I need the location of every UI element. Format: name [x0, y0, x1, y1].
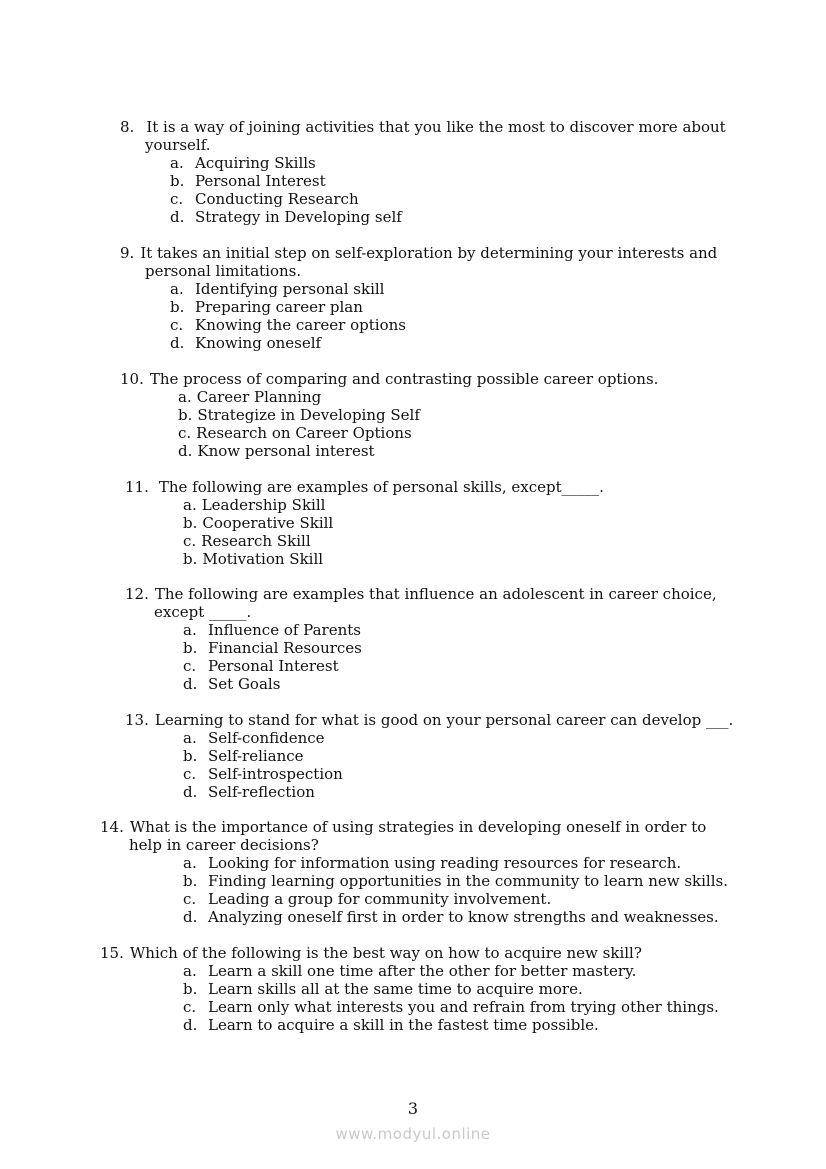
option-text: Preparing career plan [195, 298, 363, 316]
option-c [183, 657, 825, 675]
option-a [178, 388, 820, 406]
question-text: The following are examples of personal skills, except_____. [158, 478, 604, 496]
question-number: 11. [125, 478, 149, 496]
option-c [183, 890, 800, 908]
option-letter: d. [183, 783, 198, 801]
answer-options [183, 729, 825, 801]
option-letter: b. [183, 980, 198, 998]
option-b [170, 298, 820, 316]
option-letter: c. [183, 890, 197, 908]
answer-options [183, 854, 800, 926]
option-text: Influence of Parents [208, 621, 361, 639]
question-text: It is a way of joining activities that you like the most to discover more about [146, 118, 726, 136]
option-letter: d. [178, 442, 193, 460]
option-text: Learn only what interests you and refrain from trying other things. [208, 998, 719, 1016]
option-text: Financial Resources [208, 639, 362, 657]
option-letter: a. [183, 962, 197, 980]
question-number: 10. [120, 370, 144, 388]
option-letter: a. [183, 621, 197, 639]
option-letter: b. [183, 639, 198, 657]
option-d [183, 1016, 800, 1034]
option-letter: b. [170, 298, 185, 316]
option-text: Learn skills all at the same time to acquire more. [208, 980, 583, 998]
option-c [183, 998, 800, 1016]
question-stem [125, 478, 825, 496]
option-letter: c. [170, 190, 184, 208]
option-d [170, 208, 820, 226]
option-b [170, 172, 820, 190]
question-text-continued: yourself. [145, 136, 211, 154]
option-text: Personal Interest [208, 657, 339, 675]
option-text: Self-reflection [208, 783, 315, 801]
option-c [170, 190, 820, 208]
question-14 [100, 818, 800, 926]
option-a [183, 854, 800, 872]
question-text: What is the importance of using strategies in developing oneself in order to [129, 818, 707, 836]
option-d [183, 908, 800, 926]
option-text: Learn a skill one time after the other for better mastery. [208, 962, 637, 980]
question-stem [120, 244, 820, 262]
option-text: Self-reliance [208, 747, 304, 765]
option-letter: c. [170, 316, 184, 334]
page-number: 3 [407, 1099, 419, 1118]
question-number: 13. [125, 711, 149, 729]
option-d [178, 442, 820, 460]
option-text: Know personal interest [197, 442, 375, 460]
question-13 [125, 711, 825, 801]
option-letter: b. [183, 550, 198, 568]
option-a [183, 621, 825, 639]
option-text: Learn to acquire a skill in the fastest time possible. [208, 1016, 599, 1034]
question-15 [100, 944, 800, 1034]
option-a [183, 729, 825, 747]
option-letter: c. [183, 998, 197, 1016]
option-letter: d. [170, 208, 185, 226]
option-text: Analyzing oneself first in order to know strengths and weaknesses. [208, 908, 719, 926]
option-letter: c. [183, 765, 197, 783]
question-text: Which of the following is the best way on how to acquire new skill? [129, 944, 642, 962]
answer-options [183, 962, 800, 1034]
question-stem [125, 585, 825, 603]
question-text: It takes an initial step on self-exploration by determining your interests and [140, 244, 718, 262]
option-text: Strategize in Developing Self [197, 406, 420, 424]
option-c [183, 765, 825, 783]
option-letter: a. [183, 729, 197, 747]
option-letter: a. [183, 854, 197, 872]
question-stem [125, 711, 825, 729]
option-text: Personal Interest [195, 172, 326, 190]
option-d [183, 675, 825, 693]
option-b [183, 639, 825, 657]
option-text: Looking for information using reading resources for research. [208, 854, 682, 872]
option-letter: d. [170, 334, 185, 352]
option-letter: a. [178, 388, 192, 406]
question-number: 9. [120, 244, 135, 262]
question-number: 14. [100, 818, 124, 836]
option-text: Identifying personal skill [195, 280, 385, 298]
option-text: Research Skill [201, 532, 311, 550]
option-text: Acquiring Skills [195, 154, 316, 172]
question-8 [120, 118, 820, 226]
option-c [170, 316, 820, 334]
option-text: Strategy in Developing self [195, 208, 402, 226]
option-text: Leadership Skill [201, 496, 326, 514]
option-text: Motivation Skill [202, 550, 324, 568]
option-a [170, 154, 820, 172]
option-text: Conducting Research [195, 190, 359, 208]
option-text: Cooperative Skill [202, 514, 334, 532]
answer-options [170, 154, 820, 226]
option-c [183, 532, 825, 550]
option-c [178, 424, 820, 442]
option-a [170, 280, 820, 298]
question-text-continued: help in career decisions? [129, 836, 319, 854]
question-number: 8. [120, 118, 135, 136]
option-b [178, 406, 820, 424]
answer-options [178, 388, 820, 460]
option-text: Knowing oneself [195, 334, 322, 352]
question-text-continued: personal limitations. [145, 262, 302, 280]
answer-options [183, 621, 825, 693]
option-d [170, 334, 820, 352]
option-text: Self-confidence [208, 729, 325, 747]
option-letter: a. [170, 154, 184, 172]
question-stem [120, 370, 820, 388]
option-letter: d. [183, 675, 198, 693]
option-d [183, 550, 825, 568]
question-number: 12. [125, 585, 149, 603]
question-text-continued: except _____. [154, 603, 252, 621]
option-text: Self-introspection [208, 765, 343, 783]
option-text: Leading a group for community involvement. [208, 890, 552, 908]
option-b [183, 514, 825, 532]
option-letter: c. [183, 532, 197, 550]
option-letter: b. [183, 514, 198, 532]
question-text: Learning to stand for what is good on your personal career can develop ___. [154, 711, 734, 729]
option-b [183, 980, 800, 998]
question-stem [100, 818, 800, 836]
option-text: Finding learning opportunities in the community to learn new skills. [208, 872, 728, 890]
question-stem [120, 118, 820, 136]
option-text: Research on Career Options [196, 424, 412, 442]
option-letter: c. [183, 657, 197, 675]
option-d [183, 783, 825, 801]
option-text: Set Goals [208, 675, 281, 693]
option-letter: b. [178, 406, 193, 424]
option-b [183, 872, 800, 890]
question-stem [100, 944, 800, 962]
question-9 [120, 244, 820, 352]
answer-options [183, 496, 825, 568]
question-12 [125, 585, 825, 693]
option-b [183, 747, 825, 765]
option-letter: d. [183, 1016, 198, 1034]
option-text: Knowing the career options [195, 316, 406, 334]
option-a [183, 962, 800, 980]
answer-options [170, 280, 820, 352]
question-text: The following are examples that influence an adolescent in career choice, [154, 585, 717, 603]
option-letter: b. [170, 172, 185, 190]
option-letter: b. [183, 872, 198, 890]
watermark: www.modyul.online [335, 1125, 491, 1143]
question-number: 15. [100, 944, 124, 962]
option-letter: c. [178, 424, 192, 442]
option-letter: d. [183, 908, 198, 926]
option-a [183, 496, 825, 514]
question-10 [120, 370, 820, 460]
option-letter: a. [170, 280, 184, 298]
option-text: Career Planning [196, 388, 322, 406]
option-letter: b. [183, 747, 198, 765]
option-letter: a. [183, 496, 197, 514]
question-text: The process of comparing and contrasting possible career options. [149, 370, 659, 388]
question-11 [125, 478, 825, 568]
